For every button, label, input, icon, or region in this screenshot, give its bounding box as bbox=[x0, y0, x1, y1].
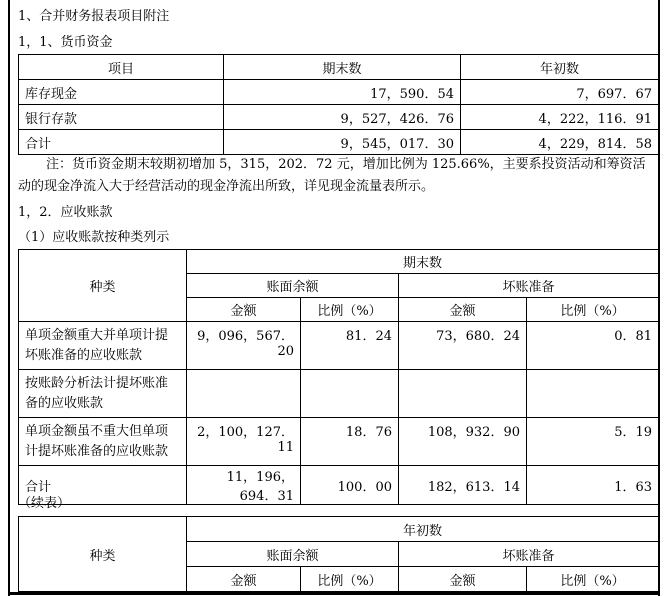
year-start-header: 年初数 bbox=[187, 517, 659, 542]
row-label: 单项金额虽不重大但单项计提坏账准备的应收账款 bbox=[19, 418, 187, 466]
table-row bbox=[19, 466, 659, 505]
value-cell: 4，222，116．91 bbox=[461, 105, 659, 130]
category-header: 种类 bbox=[19, 250, 187, 322]
ratio-header: 比例（%） bbox=[301, 298, 399, 322]
receivable-table-continued bbox=[18, 516, 659, 592]
ratio-header: 比例（%） bbox=[301, 567, 399, 592]
ratio-header: 比例（%） bbox=[527, 567, 659, 592]
value-cell: 108，932．90 bbox=[399, 418, 527, 466]
row-label: 合计 bbox=[19, 466, 187, 505]
value-cell bbox=[399, 370, 527, 418]
value-cell: 9，527，426．76 bbox=[224, 105, 461, 130]
value-cell: 17，590．54 bbox=[224, 80, 461, 105]
row-label: 银行存款 bbox=[19, 105, 224, 130]
amount-header: 金额 bbox=[399, 298, 527, 322]
cash-table-header bbox=[19, 55, 659, 80]
frame-left-border bbox=[8, 0, 10, 596]
value-cell: 81．24 bbox=[301, 322, 399, 370]
value-cell: 18．76 bbox=[301, 418, 399, 466]
table-row bbox=[19, 105, 659, 130]
value-cell bbox=[301, 370, 399, 418]
value-cell: 9，096，567．20 bbox=[187, 322, 301, 370]
category-header: 种类 bbox=[19, 517, 187, 592]
table-row bbox=[19, 370, 659, 418]
row-label: 合计 bbox=[19, 130, 224, 155]
table-row bbox=[19, 322, 659, 370]
value-cell bbox=[187, 370, 301, 418]
value-cell: 5．19 bbox=[527, 418, 659, 466]
value-cell: 11，196，694．31 bbox=[187, 466, 301, 505]
continued-label: （续表） bbox=[18, 496, 71, 511]
table-row bbox=[19, 130, 659, 155]
cash-note: 注：货币资金期末较期初增加 5，315，202．72 元，增加比例为 125.66%，主要系投资活动和筹资活动的现金净流入大于经营活动的现金净流出所致，详见现金流量表所示。 bbox=[18, 157, 646, 194]
value-cell: 100．00 bbox=[301, 466, 399, 505]
table-row bbox=[19, 418, 659, 466]
value-cell: 73，680．24 bbox=[399, 322, 527, 370]
receivable-table bbox=[18, 249, 659, 505]
section-heading: 1、合并财务报表项目附注 bbox=[18, 9, 170, 24]
value-cell: 2，100，127．11 bbox=[187, 418, 301, 466]
header-year-start: 年初数 bbox=[461, 55, 659, 80]
period-end-header: 期末数 bbox=[187, 250, 659, 274]
row-label: 单项金额重大并单项计提坏账准备的应收账款 bbox=[19, 322, 187, 370]
value-cell bbox=[527, 370, 659, 418]
amount-header: 金额 bbox=[187, 567, 301, 592]
header-item: 项目 bbox=[19, 55, 224, 80]
cash-section-title: 1，1、货币资金 bbox=[18, 35, 113, 50]
receivable-section-title: 1，2．应收账款 bbox=[18, 205, 113, 220]
row-label: 库存现金 bbox=[19, 80, 224, 105]
value-cell: 7，697．67 bbox=[461, 80, 659, 105]
value-cell: 4，229，814．58 bbox=[461, 130, 659, 155]
frame-bottom-border bbox=[8, 592, 660, 595]
book-balance-header: 账面余额 bbox=[187, 542, 399, 567]
amount-header: 金额 bbox=[399, 567, 527, 592]
cash-table bbox=[18, 54, 659, 155]
value-cell: 9，545，017．30 bbox=[224, 130, 461, 155]
bad-debt-provision-header: 坏账准备 bbox=[399, 542, 659, 567]
book-balance-header: 账面余额 bbox=[187, 274, 399, 298]
ratio-header: 比例（%） bbox=[527, 298, 659, 322]
value-cell: 182，613．14 bbox=[399, 466, 527, 505]
value-cell: 0．81 bbox=[527, 322, 659, 370]
row-label: 按账龄分析法计提坏账准备的应收账款 bbox=[19, 370, 187, 418]
amount-header: 金额 bbox=[187, 298, 301, 322]
header-period-end: 期末数 bbox=[224, 55, 461, 80]
bad-debt-provision-header: 坏账准备 bbox=[399, 274, 659, 298]
receivable-subtitle: （1）应收账款按种类列示 bbox=[18, 230, 170, 245]
table-row bbox=[19, 80, 659, 105]
value-cell: 1．63 bbox=[527, 466, 659, 505]
